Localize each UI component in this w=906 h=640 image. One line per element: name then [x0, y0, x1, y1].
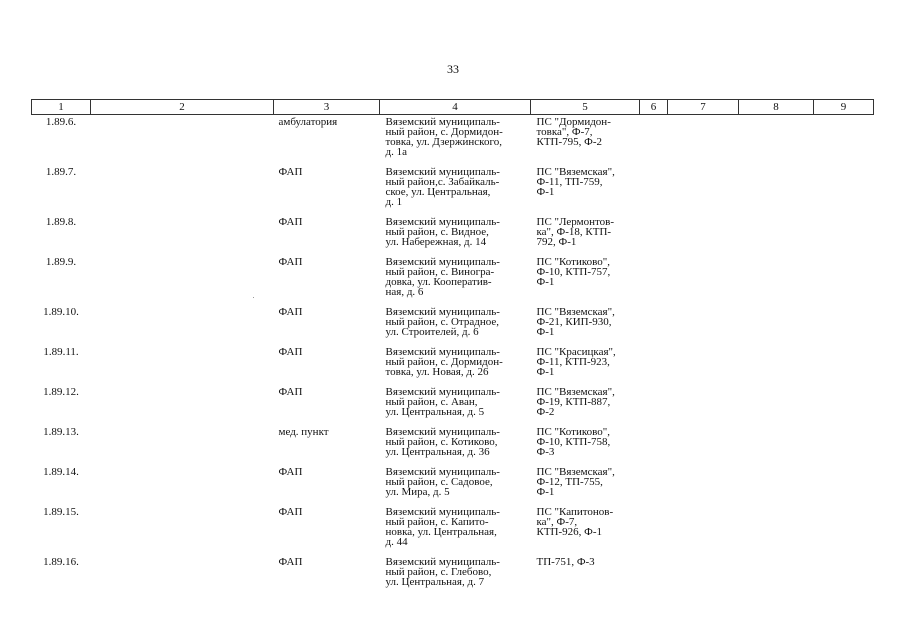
row-col9 — [814, 215, 874, 247]
row-col8 — [739, 305, 814, 337]
row-spacer-cell — [32, 377, 874, 385]
row-col2 — [91, 465, 274, 497]
row-spacer — [32, 157, 874, 165]
row-col6 — [640, 165, 668, 207]
column-header-7: 7 — [668, 100, 739, 115]
facility-type: ФАП — [278, 256, 303, 268]
row-col9 — [814, 305, 874, 337]
row-spacer — [32, 247, 874, 255]
row-col8 — [739, 255, 814, 297]
row-col8 — [739, 555, 814, 587]
column-header-6: 6 — [640, 100, 668, 115]
column-header-4: 4 — [380, 100, 531, 115]
column-header-5: 5 — [531, 100, 640, 115]
column-header-9: 9 — [814, 100, 874, 115]
row-col7 — [668, 115, 739, 158]
row-spacer — [32, 337, 874, 345]
row-number: 1.89.12. — [43, 386, 79, 398]
facility-type: ФАП — [278, 166, 303, 178]
facility-type: ФАП — [278, 386, 303, 398]
facility-type: ФАП — [278, 306, 303, 318]
row-col8 — [739, 385, 814, 417]
row-col9 — [814, 385, 874, 417]
row-number: 1.89.9. — [45, 256, 77, 268]
row-col7 — [668, 215, 739, 247]
row-col6 — [640, 215, 668, 247]
facility-address: Вяземский муниципаль- ный район, с. Видное, ул. Набережная, д. 14 — [385, 216, 500, 248]
facility-type: ФАП — [278, 466, 303, 478]
row-col6 — [640, 255, 668, 297]
table-row — [32, 215, 874, 247]
row-col7 — [668, 305, 739, 337]
power-source: ПС "Дормидон- товка", Ф-7, КТП-795, Ф-2 — [536, 116, 611, 148]
row-spacer-cell — [32, 497, 874, 505]
row-number: 1.89.7. — [45, 166, 77, 178]
row-col9 — [814, 465, 874, 497]
row-number: 1.89.16. — [43, 556, 79, 568]
row-number: 1.89.15. — [43, 506, 79, 518]
row-col6 — [640, 385, 668, 417]
row-col2 — [91, 255, 274, 297]
row-spacer — [32, 497, 874, 505]
row-col2 — [91, 215, 274, 247]
facilities-table — [31, 99, 874, 595]
table-row — [32, 425, 874, 457]
scan-speck — [253, 297, 254, 298]
row-spacer — [32, 207, 874, 215]
row-col8 — [739, 165, 814, 207]
power-source: ПС "Вяземская", Ф-12, ТП-755, Ф-1 — [536, 466, 615, 498]
row-spacer-cell — [32, 587, 874, 595]
power-source: ПС "Лермонтов- ка", Ф-18, КТП- 792, Ф-1 — [536, 216, 614, 248]
row-col7 — [668, 425, 739, 457]
facility-type: ФАП — [278, 556, 303, 568]
power-source: ПС "Котиково", Ф-10, КТП-757, Ф-1 — [536, 256, 611, 288]
row-col9 — [814, 345, 874, 377]
row-col9 — [814, 555, 874, 587]
facility-type: ФАП — [278, 346, 303, 358]
row-col6 — [640, 505, 668, 547]
row-col2 — [91, 165, 274, 207]
row-spacer-cell — [32, 547, 874, 555]
row-spacer-cell — [32, 157, 874, 165]
row-col2 — [91, 115, 274, 158]
row-col2 — [91, 305, 274, 337]
row-spacer-cell — [32, 337, 874, 345]
row-spacer — [32, 547, 874, 555]
row-col9 — [814, 165, 874, 207]
facility-address: Вяземский муниципаль- ный район, с. Отрадное, ул. Строителей, д. 6 — [385, 306, 500, 338]
row-col6 — [640, 425, 668, 457]
row-col2 — [91, 345, 274, 377]
row-col6 — [640, 345, 668, 377]
row-col6 — [640, 465, 668, 497]
row-col9 — [814, 115, 874, 158]
power-source: ТП-751, Ф-3 — [536, 556, 595, 568]
row-col7 — [668, 505, 739, 547]
row-col8 — [739, 345, 814, 377]
row-spacer — [32, 297, 874, 305]
row-col8 — [739, 505, 814, 547]
table-row — [32, 505, 874, 547]
facility-type: ФАП — [278, 506, 303, 518]
row-spacer — [32, 417, 874, 425]
row-col7 — [668, 255, 739, 297]
row-col7 — [668, 555, 739, 587]
row-col7 — [668, 385, 739, 417]
column-header-3: 3 — [274, 100, 380, 115]
power-source: ПС "Котиково", Ф-10, КТП-758, Ф-3 — [536, 426, 611, 458]
row-col2 — [91, 425, 274, 457]
table-row — [32, 385, 874, 417]
table-row — [32, 165, 874, 207]
row-col9 — [814, 505, 874, 547]
facility-address: Вяземский муниципаль- ный район, с. Котиково, ул. Центральная, д. 36 — [385, 426, 500, 458]
power-source: ПС "Красицкая", Ф-11, КТП-923, Ф-1 — [536, 346, 616, 378]
row-spacer-cell — [32, 297, 874, 305]
table-row — [32, 345, 874, 377]
row-number: 1.89.8. — [45, 216, 77, 228]
row-spacer-cell — [32, 247, 874, 255]
row-col8 — [739, 425, 814, 457]
row-number: 1.89.10. — [43, 306, 79, 318]
column-header-1: 1 — [32, 100, 91, 115]
row-col8 — [739, 115, 814, 158]
facility-address: Вяземский муниципаль- ный район, с. Глебово, ул. Центральная, д. 7 — [385, 556, 500, 588]
column-header-2: 2 — [91, 100, 274, 115]
facility-address: Вяземский муниципаль- ный район, с. Дормидон- товка, ул. Дзержинского, д. 1а — [385, 116, 503, 158]
facility-address: Вяземский муниципаль- ный район, с. Садовое, ул. Мира, д. 5 — [385, 466, 500, 498]
facility-type: ФАП — [278, 216, 303, 228]
row-spacer-cell — [32, 207, 874, 215]
row-number: 1.89.14. — [43, 466, 79, 478]
row-col6 — [640, 555, 668, 587]
row-col7 — [668, 165, 739, 207]
row-col8 — [739, 215, 814, 247]
facility-type: амбулатория — [278, 116, 338, 128]
table-row — [32, 305, 874, 337]
row-number: 1.89.11. — [43, 346, 79, 358]
table-row — [32, 465, 874, 497]
row-col7 — [668, 345, 739, 377]
power-source: ПС "Вяземская", Ф-19, КТП-887, Ф-2 — [536, 386, 615, 418]
power-source: ПС "Вяземская", Ф-21, КИП-930, Ф-1 — [536, 306, 615, 338]
facility-address: Вяземский муниципаль- ный район, с. Дормидон- товка, ул. Новая, д. 26 — [385, 346, 503, 378]
row-col9 — [814, 425, 874, 457]
row-spacer — [32, 377, 874, 385]
power-source: ПС "Вяземская", Ф-11, ТП-759, Ф-1 — [536, 166, 615, 198]
facility-address: Вяземский муниципаль- ный район, с. Аван, ул. Центральная, д. 5 — [385, 386, 500, 418]
table-row — [32, 255, 874, 297]
row-col6 — [640, 305, 668, 337]
table-row — [32, 115, 874, 158]
facility-address: Вяземский муниципаль- ный район, с. Капито- новка, ул. Центральная, д. 44 — [385, 506, 500, 548]
facility-type: мед. пункт — [278, 426, 329, 438]
row-col2 — [91, 385, 274, 417]
facility-address: Вяземский муниципаль- ный район,с. Забайкаль- ское, ул. Центральная, д. 1 — [385, 166, 500, 208]
facility-address: Вяземский муниципаль- ный район, с. Виногра- довка, ул. Кооператив- ная, д. 6 — [385, 256, 500, 298]
row-spacer-cell — [32, 457, 874, 465]
page-number: 33 — [447, 62, 459, 76]
row-spacer — [32, 587, 874, 595]
column-header-8: 8 — [739, 100, 814, 115]
table-row — [32, 555, 874, 587]
row-col2 — [91, 505, 274, 547]
column-number-row — [32, 100, 874, 115]
row-col8 — [739, 465, 814, 497]
power-source: ПС "Капитонов- ка", Ф-7, КТП-926, Ф-1 — [536, 506, 614, 538]
row-number: 1.89.6. — [45, 116, 77, 128]
row-col9 — [814, 255, 874, 297]
row-spacer — [32, 457, 874, 465]
row-col7 — [668, 465, 739, 497]
row-number: 1.89.13. — [43, 426, 79, 438]
row-col2 — [91, 555, 274, 587]
row-col6 — [640, 115, 668, 158]
row-spacer-cell — [32, 417, 874, 425]
table-body — [32, 115, 874, 596]
